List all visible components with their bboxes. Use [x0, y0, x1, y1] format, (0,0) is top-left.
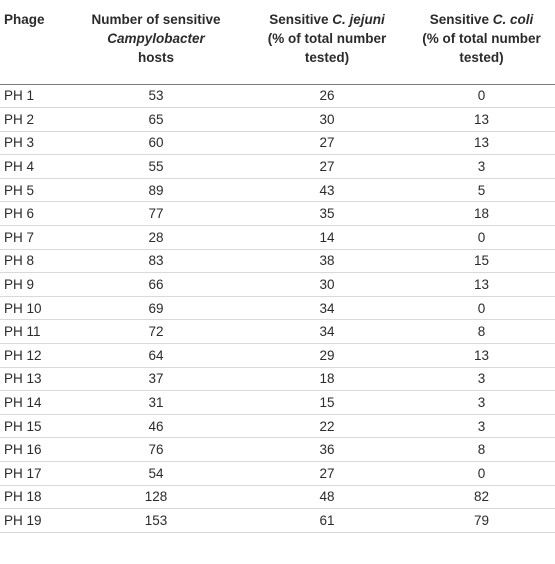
cell-coli: 0 — [408, 296, 555, 320]
header-coli-line1 — [409, 10, 554, 29]
cell-jejuni: 34 — [246, 320, 408, 344]
cell-hosts: 54 — [66, 462, 246, 486]
header-jejuni — [246, 0, 408, 84]
cell-phage: PH 18 — [0, 485, 66, 509]
cell-hosts: 89 — [66, 178, 246, 202]
table-row — [0, 226, 555, 250]
cell-hosts: 66 — [66, 273, 246, 297]
cell-coli: 82 — [408, 485, 555, 509]
cell-coli: 3 — [408, 155, 555, 179]
cell-coli: 15 — [408, 249, 555, 273]
cell-hosts: 64 — [66, 344, 246, 368]
cell-jejuni: 14 — [246, 226, 408, 250]
cell-hosts: 72 — [66, 320, 246, 344]
cell-coli: 79 — [408, 509, 555, 533]
cell-coli: 0 — [408, 226, 555, 250]
cell-coli: 3 — [408, 367, 555, 391]
header-hosts — [66, 0, 246, 84]
table-row — [0, 202, 555, 226]
cell-jejuni: 22 — [246, 414, 408, 438]
cell-coli: 13 — [408, 273, 555, 297]
table-row — [0, 320, 555, 344]
cell-phage: PH 2 — [0, 108, 66, 132]
table-row — [0, 273, 555, 297]
cell-phage: PH 13 — [0, 367, 66, 391]
cell-hosts: 76 — [66, 438, 246, 462]
cell-phage: PH 5 — [0, 178, 66, 202]
header-jejuni-species: C. jejuni — [332, 12, 385, 27]
cell-jejuni: 34 — [246, 296, 408, 320]
cell-hosts: 37 — [66, 367, 246, 391]
cell-coli: 13 — [408, 344, 555, 368]
cell-coli: 3 — [408, 391, 555, 415]
cell-jejuni: 29 — [246, 344, 408, 368]
cell-jejuni: 27 — [246, 131, 408, 155]
header-jejuni-prefix: Sensitive — [269, 12, 333, 27]
cell-hosts: 77 — [66, 202, 246, 226]
cell-jejuni: 27 — [246, 462, 408, 486]
cell-hosts: 53 — [66, 84, 246, 108]
cell-jejuni: 30 — [246, 108, 408, 132]
cell-coli: 3 — [408, 414, 555, 438]
header-phage — [0, 0, 66, 84]
cell-hosts: 46 — [66, 414, 246, 438]
cell-jejuni: 27 — [246, 155, 408, 179]
header-hosts-line2: Campylobacter — [107, 31, 205, 46]
cell-hosts: 69 — [66, 296, 246, 320]
table-row — [0, 438, 555, 462]
cell-phage: PH 10 — [0, 296, 66, 320]
table-row — [0, 155, 555, 179]
cell-jejuni: 26 — [246, 84, 408, 108]
cell-jejuni: 35 — [246, 202, 408, 226]
cell-hosts: 83 — [66, 249, 246, 273]
cell-phage: PH 1 — [0, 84, 66, 108]
table-row — [0, 84, 555, 108]
header-coli-species: C. coli — [492, 12, 534, 27]
header-coli-line2: (% of total number — [422, 31, 541, 46]
table-row — [0, 131, 555, 155]
cell-hosts: 28 — [66, 226, 246, 250]
cell-coli: 5 — [408, 178, 555, 202]
table-row — [0, 414, 555, 438]
table-row — [0, 391, 555, 415]
cell-phage: PH 3 — [0, 131, 66, 155]
cell-phage: PH 11 — [0, 320, 66, 344]
cell-jejuni: 43 — [246, 178, 408, 202]
table-row — [0, 485, 555, 509]
cell-phage: PH 14 — [0, 391, 66, 415]
cell-hosts: 55 — [66, 155, 246, 179]
cell-hosts: 153 — [66, 509, 246, 533]
table-row — [0, 344, 555, 368]
cell-coli: 0 — [408, 84, 555, 108]
cell-coli: 0 — [408, 462, 555, 486]
cell-phage: PH 12 — [0, 344, 66, 368]
header-phage-label: Phage — [4, 12, 45, 27]
cell-phage: PH 6 — [0, 202, 66, 226]
cell-coli: 8 — [408, 320, 555, 344]
header-coli-prefix: Sensitive — [429, 12, 493, 27]
table-row — [0, 367, 555, 391]
cell-hosts: 60 — [66, 131, 246, 155]
cell-phage: PH 16 — [0, 438, 66, 462]
table-row — [0, 108, 555, 132]
table-header — [0, 0, 555, 84]
header-coli-line3: tested) — [459, 50, 504, 65]
cell-jejuni: 36 — [246, 438, 408, 462]
cell-phage: PH 15 — [0, 414, 66, 438]
table-row — [0, 249, 555, 273]
header-jejuni-line2: (% of total number — [267, 31, 387, 46]
header-jejuni-line1 — [247, 10, 407, 29]
cell-jejuni: 48 — [246, 485, 408, 509]
table-row — [0, 296, 555, 320]
cell-jejuni: 30 — [246, 273, 408, 297]
cell-coli: 13 — [408, 108, 555, 132]
cell-hosts: 128 — [66, 485, 246, 509]
table-row — [0, 462, 555, 486]
cell-jejuni: 15 — [246, 391, 408, 415]
header-jejuni-line3: tested) — [304, 50, 350, 65]
header-row — [0, 0, 555, 84]
table-row — [0, 178, 555, 202]
cell-hosts: 65 — [66, 108, 246, 132]
cell-jejuni: 38 — [246, 249, 408, 273]
header-coli — [408, 0, 555, 84]
cell-jejuni: 61 — [246, 509, 408, 533]
header-hosts-line3: hosts — [137, 50, 174, 65]
cell-phage: PH 7 — [0, 226, 66, 250]
cell-phage: PH 4 — [0, 155, 66, 179]
cell-phage: PH 8 — [0, 249, 66, 273]
cell-phage: PH 17 — [0, 462, 66, 486]
cell-jejuni: 18 — [246, 367, 408, 391]
cell-coli: 18 — [408, 202, 555, 226]
cell-coli: 13 — [408, 131, 555, 155]
table-row — [0, 509, 555, 533]
cell-phage: PH 19 — [0, 509, 66, 533]
cell-coli: 8 — [408, 438, 555, 462]
header-hosts-line1: Number of sensitive — [91, 12, 221, 27]
table-body — [0, 84, 555, 532]
cell-hosts: 31 — [66, 391, 246, 415]
cell-phage: PH 9 — [0, 273, 66, 297]
